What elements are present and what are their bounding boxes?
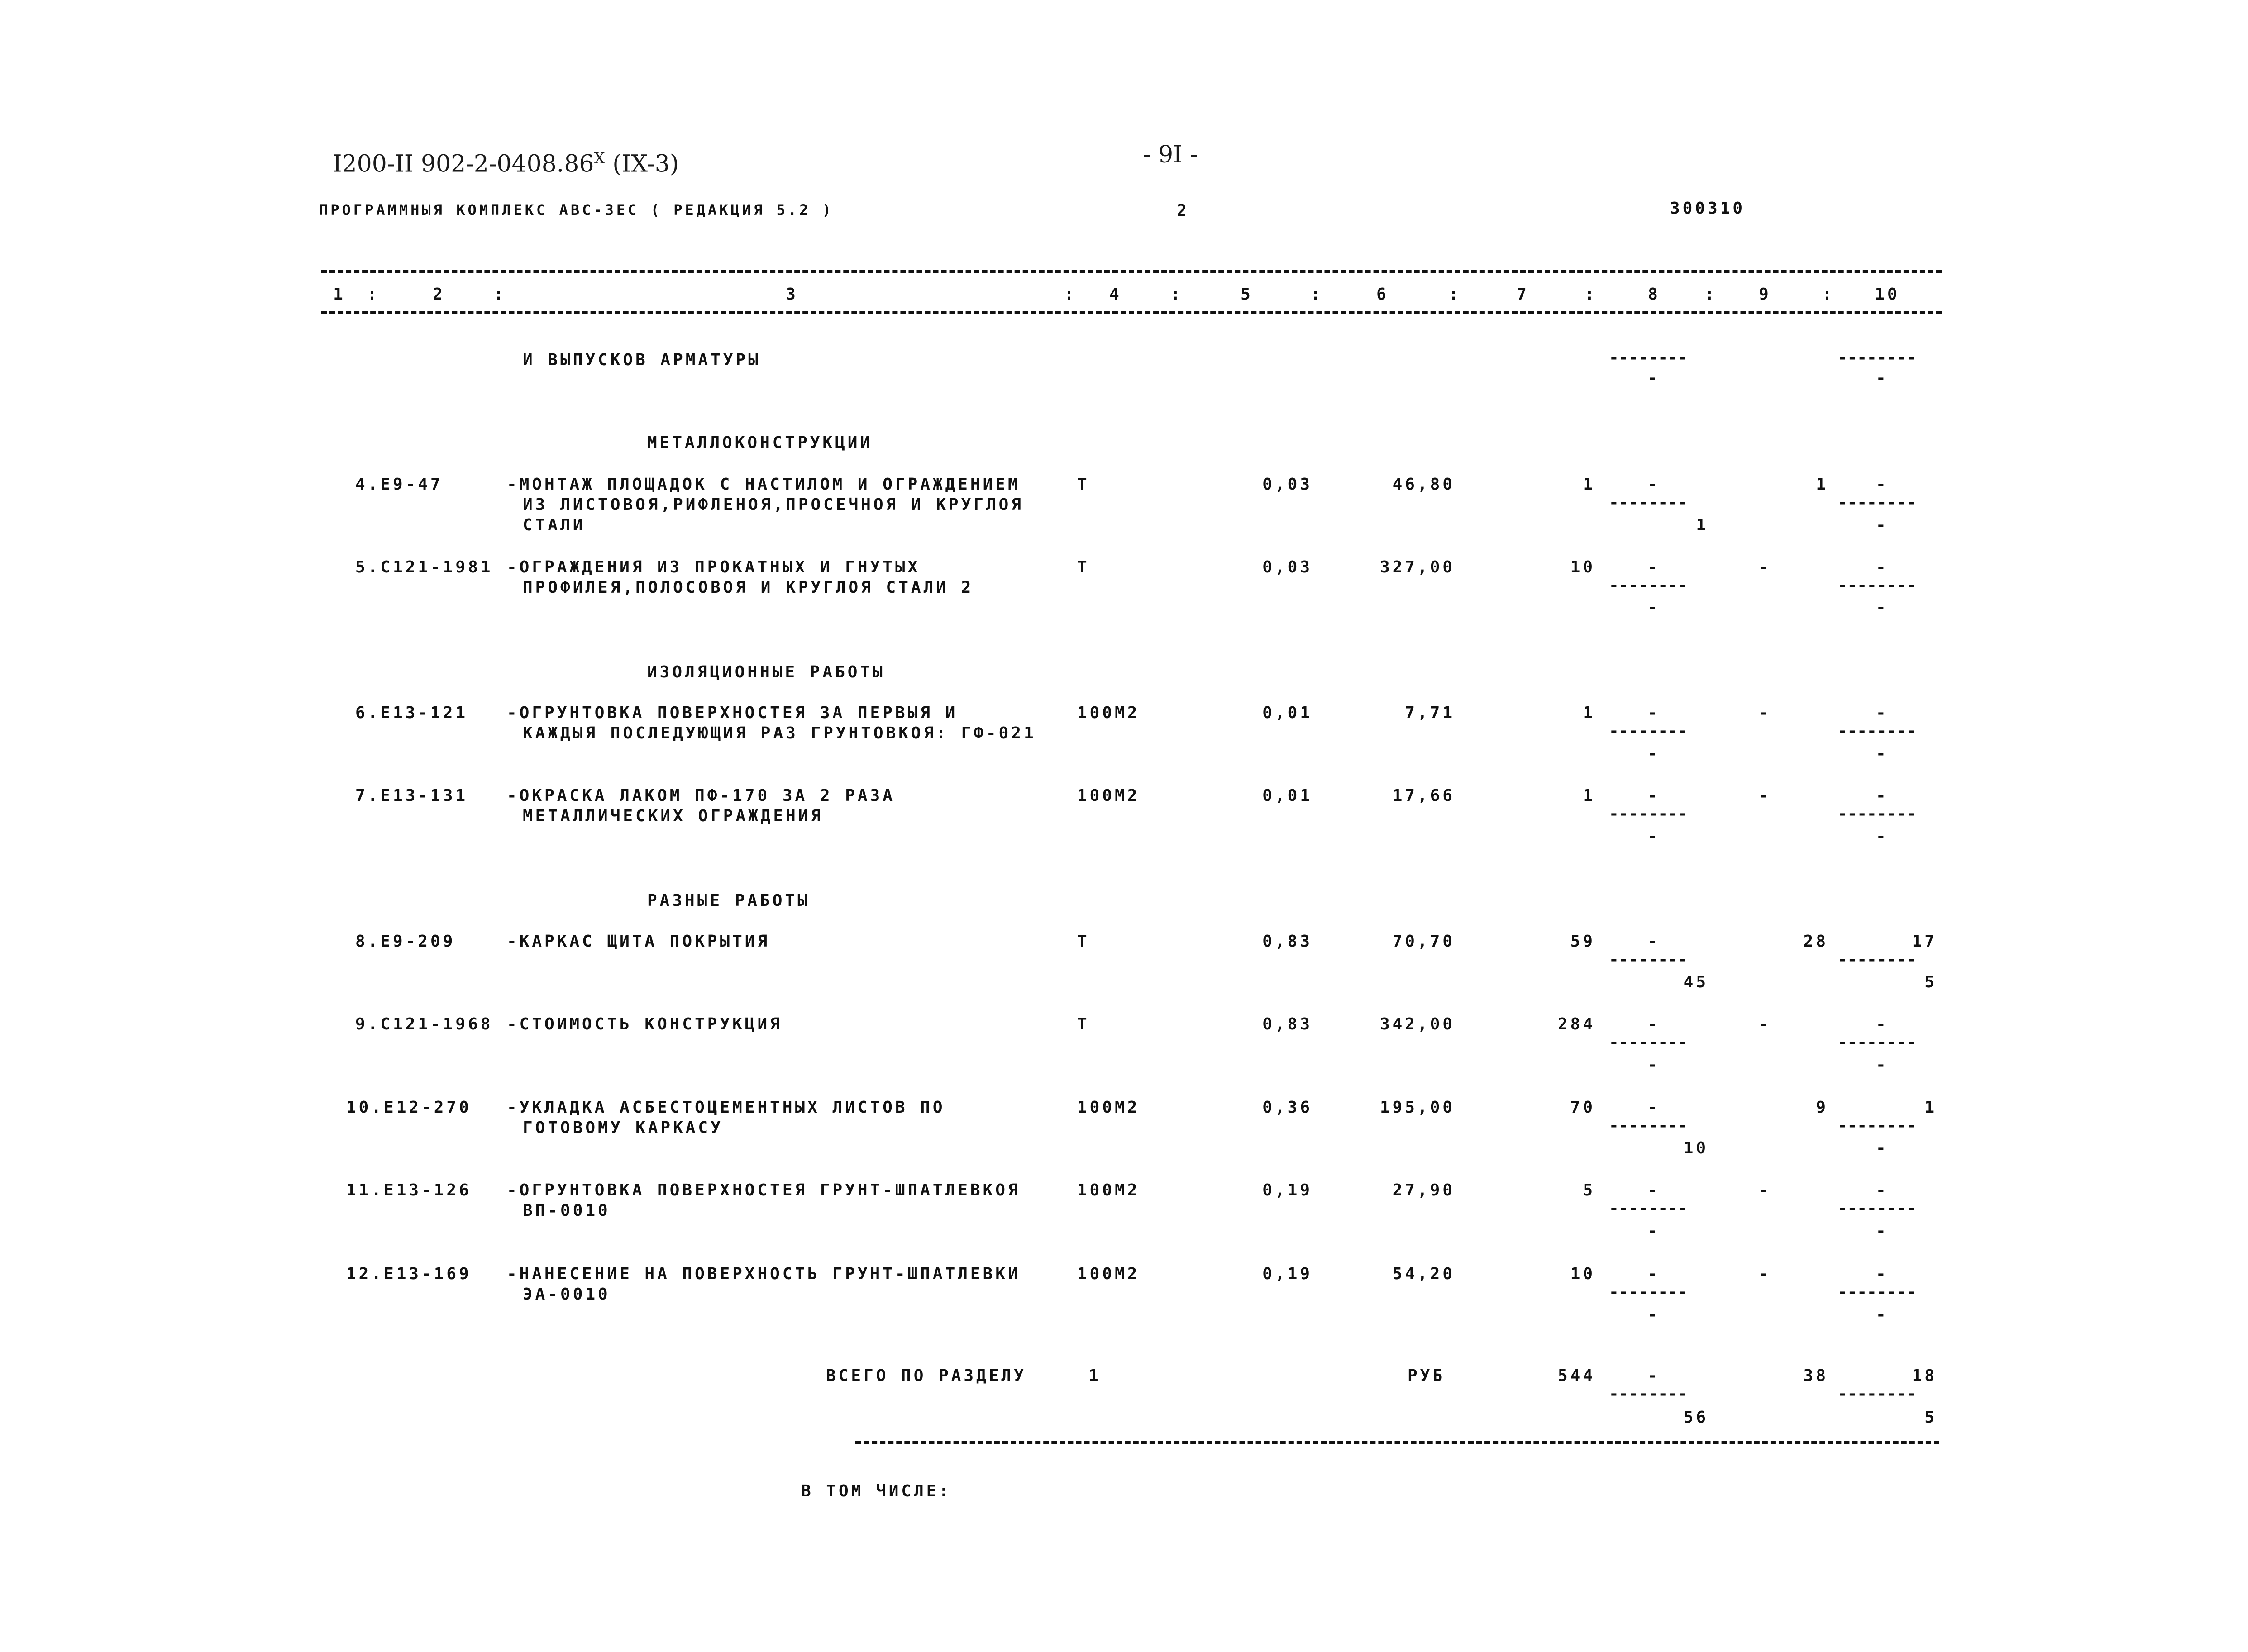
total-col10-top: 18	[1912, 1366, 1937, 1385]
column-separator: :	[1170, 285, 1183, 304]
fraction-line: --------	[1838, 1199, 1916, 1218]
row-code: 12.Е13-169	[346, 1265, 472, 1283]
row-col10-top: -	[1876, 704, 1889, 722]
row-col8-bottom: -	[1647, 598, 1660, 617]
row-description: -МОНТАЖ ПЛОЩАДОК С НАСТИЛОМ И ОГРАЖДЕНИЕМ	[507, 475, 1021, 494]
row-price: 70,70	[1392, 932, 1455, 951]
row-col10-top: -	[1876, 475, 1889, 494]
row-col10-bottom: -	[1876, 1056, 1889, 1074]
row-col10-top: -	[1876, 1181, 1889, 1200]
row-unit: 100М2	[1077, 1181, 1140, 1200]
column-separator: :	[1311, 285, 1323, 304]
row-col8-bottom: 1	[1696, 516, 1709, 534]
continuation-text: И ВЫПУСКОВ АРМАТУРЫ	[523, 351, 761, 369]
document-number: 300310	[1670, 199, 1746, 218]
total-col8-top: -	[1647, 1366, 1660, 1385]
row-col10-bottom: -	[1876, 516, 1889, 534]
row-code: 9.С121-1968	[355, 1015, 493, 1033]
row-price: 195,00	[1379, 1098, 1455, 1117]
row-col9: 1	[1816, 475, 1828, 494]
column-header-8: 8	[1648, 285, 1661, 304]
column-separator: :	[1704, 285, 1717, 304]
row-col8-top: -	[1647, 786, 1660, 805]
sheet-number: 2	[1177, 201, 1189, 220]
row-description: -ОКРАСКА ЛАКОМ ПФ-170 ЗА 2 РАЗА	[507, 786, 895, 805]
row-price: 27,90	[1392, 1181, 1455, 1200]
column-header-1: 1	[333, 285, 346, 304]
row-description: -ОГРАЖДЕНИЯ ИЗ ПРОКАТНЫХ И ГНУТЫХ	[507, 558, 921, 576]
continuation-col8: -	[1647, 369, 1660, 387]
document-code-superscript: X	[594, 149, 605, 167]
row-col9: -	[1758, 704, 1771, 722]
header-bottom-rule	[321, 311, 1942, 314]
column-header-9: 9	[1759, 285, 1771, 304]
total-rule	[855, 1441, 1939, 1444]
fraction-line: --------	[1838, 576, 1916, 595]
row-code: 7.Е13-131	[355, 786, 468, 805]
row-col7: 5	[1583, 1181, 1595, 1200]
row-col10-bottom: -	[1876, 827, 1889, 846]
row-quantity: 0,19	[1262, 1265, 1313, 1283]
document-code	[333, 149, 679, 177]
row-col10-top: -	[1876, 558, 1889, 576]
page-number: - 9I -	[1143, 141, 1198, 168]
row-col8-top: -	[1647, 1265, 1660, 1283]
row-unit: 100М2	[1077, 786, 1140, 805]
total-col8-bottom: 56	[1683, 1408, 1709, 1427]
column-header-2: 2	[433, 285, 445, 304]
column-header-7: 7	[1517, 285, 1529, 304]
row-description: ПРОФИЛЕЯ,ПОЛОСОВОЯ И КРУГЛОЯ СТАЛИ 2	[523, 578, 974, 597]
row-description: -НАНЕСЕНИЕ НА ПОВЕРХНОСТЬ ГРУНТ-ШПАТЛЕВКИ	[507, 1265, 1021, 1283]
row-description: ИЗ ЛИСТОВОЯ,РИФЛЕНОЯ,ПРОСЕЧНОЯ И КРУГЛОЯ	[523, 495, 1024, 514]
total-unit: РУБ	[1408, 1366, 1446, 1385]
total-number: 1	[1088, 1366, 1101, 1385]
section-title-metal: МЕТАЛЛОКОНСТРУКЦИИ	[647, 433, 873, 452]
row-code: 10.Е12-270	[346, 1098, 472, 1117]
row-col8-top: -	[1647, 1181, 1660, 1200]
row-price: 46,80	[1392, 475, 1455, 494]
row-col10-top: -	[1876, 1265, 1889, 1283]
column-header-10: 10	[1875, 285, 1900, 304]
row-unit: 100М2	[1077, 1098, 1140, 1117]
row-col10-bottom: -	[1876, 598, 1889, 617]
fraction-line: --------	[1609, 348, 1688, 367]
row-col7: 1	[1583, 786, 1595, 805]
row-unit: Т	[1077, 475, 1090, 494]
row-col10-top: -	[1876, 1015, 1889, 1033]
row-quantity: 0,03	[1262, 558, 1313, 576]
row-col8-top: -	[1647, 1098, 1660, 1117]
row-col9: -	[1758, 1181, 1771, 1200]
row-col8-top: -	[1647, 1015, 1660, 1033]
row-col9: -	[1758, 1015, 1771, 1033]
column-separator: :	[1449, 285, 1461, 304]
row-col8-bottom: -	[1647, 1056, 1660, 1074]
column-separator: :	[367, 285, 380, 304]
row-col8-top: -	[1647, 932, 1660, 951]
fraction-line: --------	[1838, 1033, 1916, 1052]
row-col8-top: -	[1647, 704, 1660, 722]
total-label: ВСЕГО ПО РАЗДЕЛУ	[826, 1366, 1026, 1385]
document-code-suffix: (IX-3)	[605, 150, 679, 178]
section-title-insulation: ИЗОЛЯЦИОННЫЕ РАБОТЫ	[647, 663, 885, 681]
fraction-line: --------	[1609, 576, 1688, 595]
total-col9: 38	[1803, 1366, 1828, 1385]
row-col9: -	[1758, 1265, 1771, 1283]
fraction-line: --------	[1838, 950, 1916, 969]
row-price: 342,00	[1379, 1015, 1455, 1033]
column-separator: :	[1585, 285, 1597, 304]
row-col10-bottom: -	[1876, 1139, 1889, 1157]
fraction-line: --------	[1609, 1283, 1688, 1301]
row-price: 7,71	[1405, 704, 1455, 722]
row-quantity: 0,19	[1262, 1181, 1313, 1200]
column-header-4: 4	[1109, 285, 1122, 304]
row-description: ЭА-0010	[523, 1285, 611, 1304]
row-price: 327,00	[1379, 558, 1455, 576]
row-quantity: 0,01	[1262, 786, 1313, 805]
row-unit: 100М2	[1077, 704, 1140, 722]
row-quantity: 0,36	[1262, 1098, 1313, 1117]
program-title: ПРОГРАММНЫЯ КОМПЛЕКС АВС-ЗЕС ( РЕДАКЦИЯ 5.2 )	[319, 201, 834, 219]
row-description: -УКЛАДКА АСБЕСТОЦЕМЕНТНЫХ ЛИСТОВ ПО	[507, 1098, 945, 1117]
row-col10-bottom: -	[1876, 744, 1889, 763]
row-description: ГОТОВОМУ КАРКАСУ	[523, 1119, 723, 1137]
header-top-rule	[321, 270, 1942, 273]
row-col9: 9	[1816, 1098, 1828, 1117]
total-col10-bottom: 5	[1924, 1408, 1937, 1427]
row-description: -ОГРУНТОВКА ПОВЕРХНОСТЕЯ ЗА ПЕРВЫЯ И	[507, 704, 958, 722]
continuation-col10: -	[1876, 369, 1889, 387]
row-description: -ОГРУНТОВКА ПОВЕРХНОСТЕЯ ГРУНТ-ШПАТЛЕВКОЯ	[507, 1181, 1021, 1200]
fraction-line: --------	[1838, 348, 1916, 367]
row-col8-bottom: -	[1647, 1305, 1660, 1324]
row-description: СТАЛИ	[523, 516, 586, 534]
fraction-line: --------	[1838, 1283, 1916, 1301]
row-quantity: 0,83	[1262, 932, 1313, 951]
row-col8-bottom: -	[1647, 827, 1660, 846]
row-description: -СТОИМОСТЬ КОНСТРУКЦИЯ	[507, 1015, 783, 1033]
row-col8-top: -	[1647, 558, 1660, 576]
row-col10-top: -	[1876, 786, 1889, 805]
row-col9: -	[1758, 786, 1771, 805]
row-col7: 10	[1570, 1265, 1595, 1283]
row-col8-bottom: 10	[1683, 1139, 1709, 1157]
fraction-line: --------	[1609, 1033, 1688, 1052]
fraction-line: --------	[1838, 1385, 1916, 1403]
row-unit: Т	[1077, 1015, 1090, 1033]
row-description: МЕТАЛЛИЧЕСКИХ ОГРАЖДЕНИЯ	[523, 807, 824, 825]
row-price: 17,66	[1392, 786, 1455, 805]
row-unit: Т	[1077, 558, 1090, 576]
row-description: ВП-0010	[523, 1201, 611, 1220]
fraction-line: --------	[1609, 805, 1688, 823]
fraction-line: --------	[1609, 950, 1688, 969]
row-code: 8.Е9-209	[355, 932, 456, 951]
row-col10-bottom: -	[1876, 1222, 1889, 1240]
fraction-line: --------	[1838, 1116, 1916, 1135]
row-quantity: 0,83	[1262, 1015, 1313, 1033]
fraction-line: --------	[1609, 722, 1688, 740]
row-col7: 70	[1570, 1098, 1595, 1117]
row-description: -КАРКАС ЩИТА ПОКРЫТИЯ	[507, 932, 770, 951]
row-price: 54,20	[1392, 1265, 1455, 1283]
row-col8-bottom: 45	[1683, 973, 1709, 991]
row-unit: Т	[1077, 932, 1090, 951]
row-code: 5.С121-1981	[355, 558, 493, 576]
row-col8-bottom: -	[1647, 1222, 1660, 1240]
row-quantity: 0,03	[1262, 475, 1313, 494]
column-separator: :	[1822, 285, 1835, 304]
row-col10-top: 17	[1912, 932, 1937, 951]
fraction-line: --------	[1609, 1385, 1688, 1403]
column-separator: :	[494, 285, 506, 304]
row-col7: 10	[1570, 558, 1595, 576]
row-col7: 59	[1570, 932, 1595, 951]
fraction-line: --------	[1609, 1199, 1688, 1218]
row-quantity: 0,01	[1262, 704, 1313, 722]
row-col10-bottom: 5	[1924, 973, 1937, 991]
row-code: 11.Е13-126	[346, 1181, 472, 1200]
row-unit: 100М2	[1077, 1265, 1140, 1283]
row-col7: 1	[1583, 704, 1595, 722]
row-col10-bottom: -	[1876, 1305, 1889, 1324]
fraction-line: --------	[1838, 805, 1916, 823]
row-col9: 28	[1803, 932, 1828, 951]
column-header-6: 6	[1376, 285, 1389, 304]
row-col8-top: -	[1647, 475, 1660, 494]
fraction-line: --------	[1609, 493, 1688, 512]
row-col9: -	[1758, 558, 1771, 576]
column-header-5: 5	[1241, 285, 1253, 304]
footer-text: В ТОМ ЧИСЛЕ:	[801, 1482, 952, 1500]
fraction-line: --------	[1838, 493, 1916, 512]
section-title-misc: РАЗНЫЕ РАБОТЫ	[647, 891, 810, 910]
fraction-line: --------	[1838, 722, 1916, 740]
row-description: КАЖДЫЯ ПОСЛЕДУЮЩИЯ РАЗ ГРУНТОВКОЯ: ГФ-021	[523, 724, 1036, 743]
row-code: 4.Е9-47	[355, 475, 443, 494]
row-col7: 1	[1583, 475, 1595, 494]
total-col7: 544	[1557, 1366, 1595, 1385]
column-header-3: 3	[786, 285, 798, 304]
row-col7: 284	[1557, 1015, 1595, 1033]
column-separator: :	[1064, 285, 1077, 304]
row-col10-top: 1	[1924, 1098, 1937, 1117]
row-code: 6.Е13-121	[355, 704, 468, 722]
fraction-line: --------	[1609, 1116, 1688, 1135]
document-code-main: I200-II 902-2-0408.86	[333, 150, 594, 178]
row-col8-bottom: -	[1647, 744, 1660, 763]
